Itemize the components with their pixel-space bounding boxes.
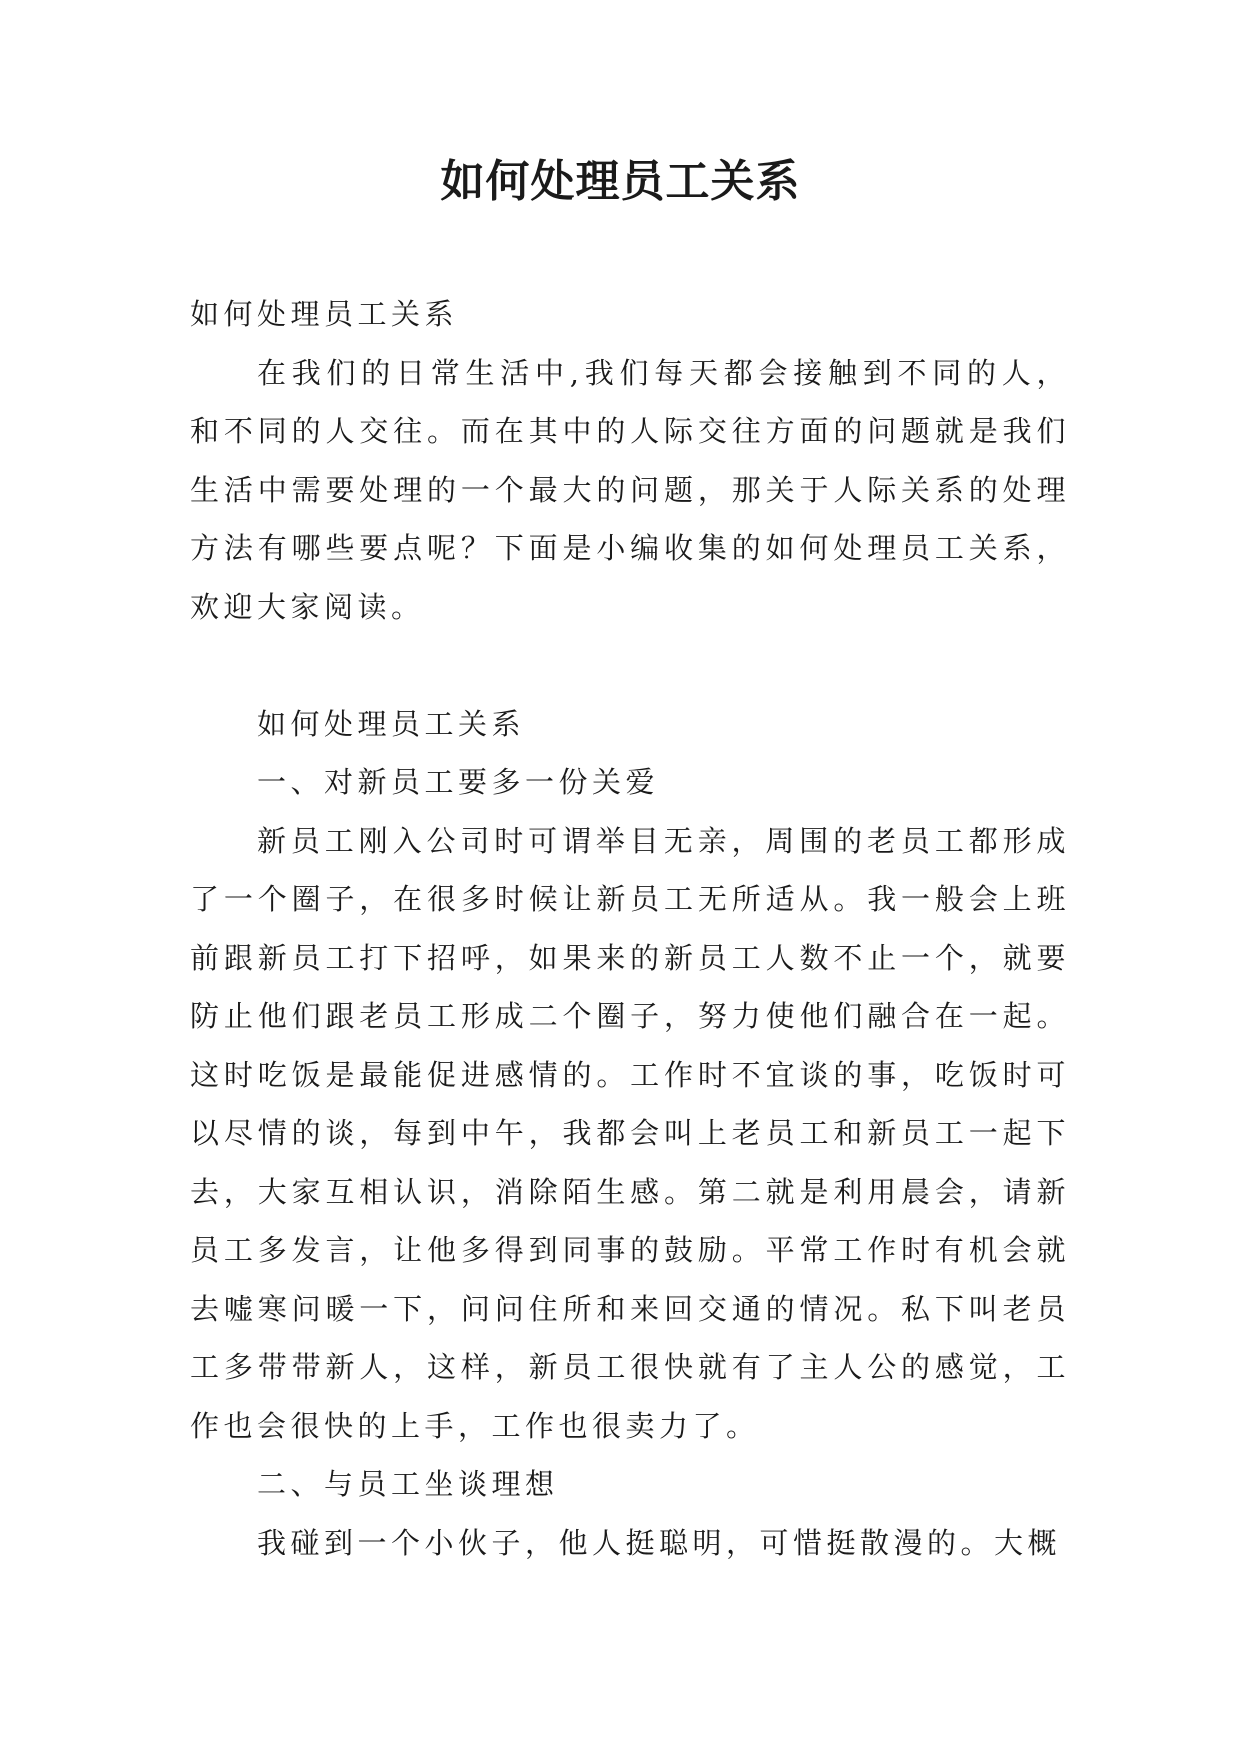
document-subtitle: 如何处理员工关系 — [190, 297, 459, 331]
point2-paragraph: 我碰到一个小伙子，他人挺聪明，可惜挺散漫的。大概 — [257, 1525, 1062, 1560]
point1-heading: 一、对新员工要多一份关爱 — [257, 765, 660, 799]
point2-heading: 二、与员工坐谈理想 — [257, 1467, 559, 1501]
intro-paragraph: 在我们的日常生活中,我们每天都会接触到不同的人，和不同的人交往。而在其中的人际交往方面的问题就是我们生活中需要处理的一个最大的问题，那关于人际关系的处理方法有哪些要点呢？下面是小编收集的如何处理员工关系，欢迎大家阅读。 — [190, 355, 1070, 624]
section-heading: 如何处理员工关系 — [257, 706, 526, 741]
document-body — [190, 285, 1070, 1572]
paragraph-spacer — [190, 636, 1070, 695]
document-title: 如何处理员工关系 — [440, 156, 801, 207]
point1-paragraph: 新员工刚入公司时可谓举目无亲，周围的老员工都形成了一个圈子，在很多时候让新员工无所适从。我一般会上班前跟新员工打下招呼，如果来的新员工人数不止一个，就要防止他们跟老员工形成二个圈子，努力使他们融合在一起。这时吃饭是最能促进感情的。工作时不宜谈的事，吃饭时可以尽情的谈，每到中午，我都会叫上老员工和新员工一起下去，大家互相认识，消除陌生感。第二就是利用晨会，请新员工多发言，让他多得到同事的鼓励。平常工作时有机会就去嘘寒问暖一下，问问住所和来回交通的情况。私下叫老员工多带带新人，这样，新员工很快就有了主人公的感觉，工作也会很快的上手，工作也很卖力了。 — [190, 823, 1070, 1443]
